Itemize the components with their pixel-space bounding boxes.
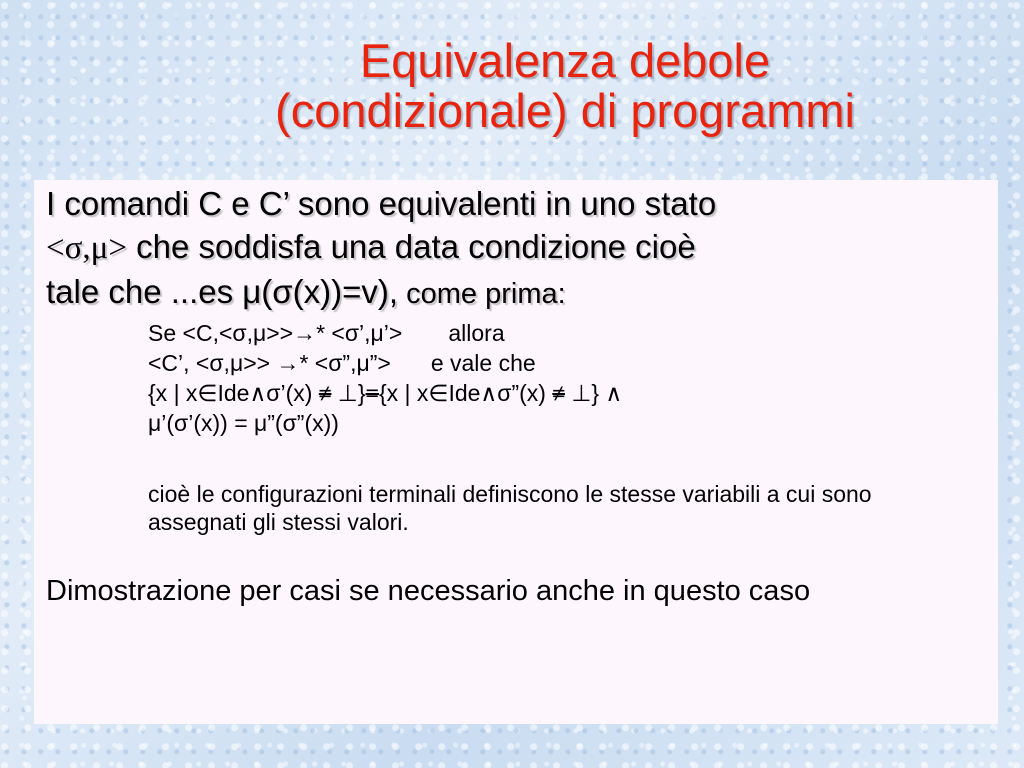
formula-line-1 [148, 318, 622, 348]
equal-symbol: = [365, 380, 379, 406]
formula-line-1-keyword: allora [448, 320, 505, 346]
not-equal-symbol: ≠ [552, 380, 565, 406]
title-line-1: Equivalenza debole [359, 34, 771, 87]
formula-line-2-expr: <C’, <σ,μ>> →* <σ”,μ”> [148, 350, 391, 376]
formula-line-1-expr: Se <C,<σ,μ>>→* <σ’,μ’> [148, 320, 403, 346]
bottom-and-symbol: ⊥} ∧ [564, 380, 623, 406]
explanation-text: cioè le configurazioni terminali definiscono le stesse variabili a cui sono assegnati gli stessi valori. [148, 481, 872, 535]
definition-paragraph [46, 182, 996, 316]
definition-line-2 [46, 225, 996, 270]
title-line-2: (condizionale) di programmi [275, 84, 855, 137]
conclusion-text: Dimostrazione per casi se necessario anche in questo caso [46, 575, 811, 607]
formula-line-2 [148, 348, 622, 378]
not-equal-symbol: ≠ [318, 380, 332, 406]
formula-block [148, 318, 622, 438]
as-before-text: come prima: [398, 278, 566, 310]
definition-line-1: I comandi C e C’ sono equivalenti in uno stato [46, 185, 717, 222]
condition-expression: μ(σ(x))=v), [242, 273, 399, 310]
definition-line-2-text: che soddisfa una data condizione cioè [126, 228, 696, 265]
content-panel [34, 180, 998, 724]
domain-set-1: {x | x∈Ide∧σ’(x) [148, 380, 319, 406]
formula-line-4: μ’(σ’(x)) = μ”(σ”(x)) [148, 410, 339, 436]
formula-line-2-keyword: e vale che [430, 350, 536, 376]
formula-line-3 [148, 378, 622, 408]
definition-line-3 [46, 270, 996, 316]
domain-set-2: {x | x∈Ide∧σ”(x) [378, 380, 553, 406]
definition-line-3-text: tale che ...es [46, 273, 243, 310]
state-symbol: <σ,μ> [46, 230, 127, 266]
bottom-symbol: ⊥} [331, 380, 366, 406]
slide-title [150, 36, 980, 136]
